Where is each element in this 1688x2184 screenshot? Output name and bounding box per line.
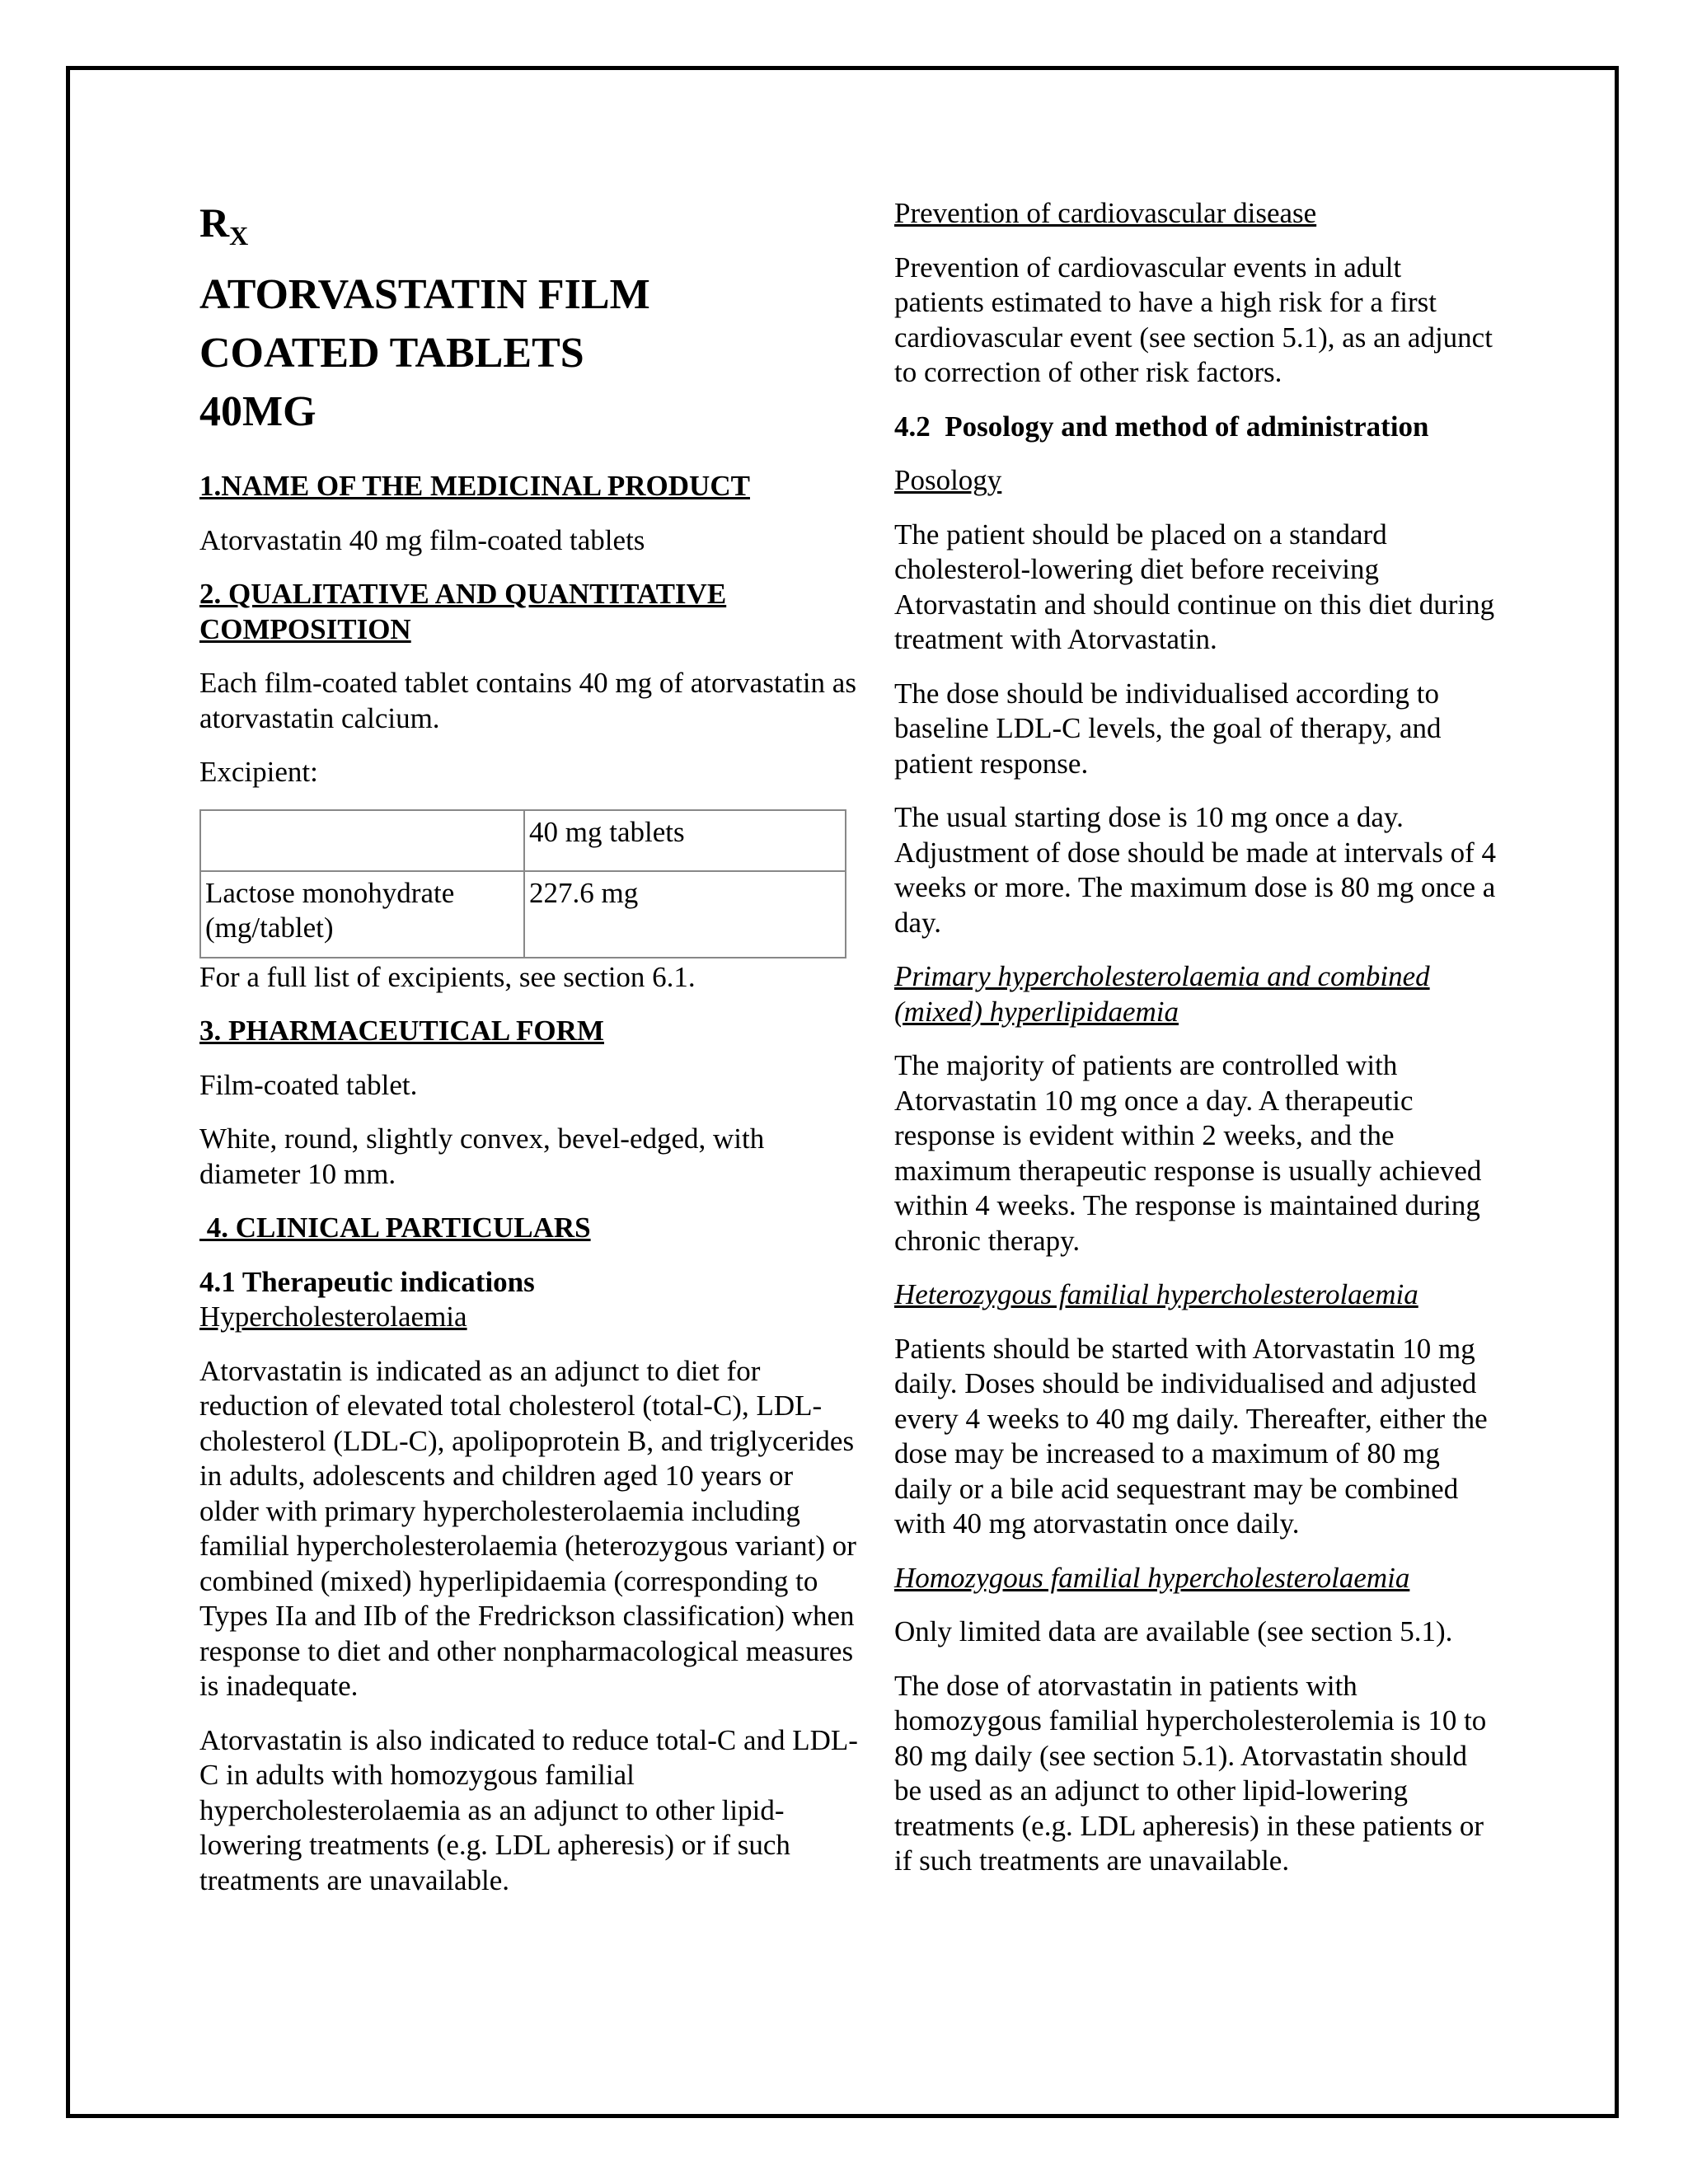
excipient-note: For a full list of excipients, see section 6.1. <box>199 960 696 993</box>
section-4-1-subheading: Hypercholesterolaemia <box>199 1301 467 1333</box>
posology-paragraph-2: The dose should be individualised according to baseline LDL-C levels, the goal of therapy, and patient response. <box>894 677 1442 780</box>
section-2-heading-line-1: 2. QUALITATIVE AND QUANTITATIVE <box>199 578 727 610</box>
heterozygous-text: Patients should be started with Atorvastatin 10 mg daily. Doses should be individualised and adjusted every 4 weeks to 40 mg daily. Thereafter, either the dose may be increased to a maximum of 80 mg daily or a bile acid sequestrant may be combined with 40 mg atorvastatin once daily. <box>894 1332 1488 1540</box>
left-column <box>199 191 859 1917</box>
primary-text: The majority of patients are controlled with Atorvastatin 10 mg once a day. A therapeutic response is evident within 2 weeks, and the maximum therapeutic response is usually achieved within 4 weeks. The response is maintained during chronic therapy. <box>894 1049 1482 1257</box>
table-header-cell <box>200 810 524 871</box>
right-column <box>894 196 1496 1898</box>
section-4-1-heading: 4.1 Therapeutic indications <box>199 1265 535 1298</box>
title-line-2: COATED TABLETS <box>199 330 584 377</box>
section-3-text-1: Film-coated tablet. <box>199 1068 418 1101</box>
table-cell: Lactose monohydrate (mg/tablet) <box>200 871 524 958</box>
rx-symbol <box>199 198 859 260</box>
homozygous-text-2: The dose of atorvastatin in patients with homozygous familial hypercholesterolemia is 10 to 80 mg daily (see section 5.1). Atorvastatin should be used as an adjunct to other lipid-lowering treatments (e.g. LDL apheresis) in these patients or if such treatments are unavailable. <box>894 1669 1487 1877</box>
section-4-1-paragraph-2: Atorvastatin is also indicated to reduce total-C and LDL-C in adults with homozygous familial hypercholesterolaemia as an adjunct to other lipid-lowering treatments (e.g. LDL apheresis) or if such treatments are unavailable. <box>199 1723 858 1896</box>
section-3-heading: 3. PHARMACEUTICAL FORM <box>199 1015 604 1047</box>
section-2-heading-line-2: COMPOSITION <box>199 612 411 645</box>
rx-letter: R <box>199 199 230 246</box>
section-4-2-heading: 4.2 Posology and method of administration <box>894 410 1429 443</box>
posology-paragraph-3: The usual starting dose is 10 mg once a day. Adjustment of dose should be made at intervals of 4 weeks or more. The maximum dose is 80 mg once a day. <box>894 801 1496 939</box>
excipient-label: Excipient: <box>199 756 318 788</box>
section-3-text-2: White, round, slightly convex, bevel-edged, with diameter 10 mm. <box>199 1122 765 1190</box>
primary-heading: Primary hypercholesterolaemia and combined (mixed) hyperlipidaemia <box>894 960 1430 1028</box>
section-1-heading: 1.NAME OF THE MEDICINAL PRODUCT <box>199 470 750 502</box>
document-title <box>199 265 859 441</box>
posology-paragraph-1: The patient should be placed on a standard cholesterol-lowering diet before receiving Atorvastatin and should continue on this diet during treatment with Atorvastatin. <box>894 518 1495 655</box>
homozygous-text-1: Only limited data are available (see section 5.1). <box>894 1615 1453 1647</box>
table-cell: 227.6 mg <box>524 871 846 958</box>
heterozygous-heading: Heterozygous familial hypercholesterolaemia <box>894 1278 1418 1310</box>
table-row <box>200 871 846 958</box>
table-header-row <box>200 810 846 871</box>
section-2-text: Each film-coated tablet contains 40 mg of atorvastatin as atorvastatin calcium. <box>199 667 856 734</box>
table-header-cell: 40 mg tablets <box>524 810 846 871</box>
section-4-1-paragraph-1: Atorvastatin is indicated as an adjunct to diet for reduction of elevated total cholesterol (total-C), LDL-cholesterol (LDL-C), apolipoprotein B, and triglycerides in adults, adolescents and children aged 10 years or older with primary hypercholesterolaemia including familial hypercholesterolaemia (heterozygous variant) or combined (mixed) hyperlipidaemia (corresponding to Types IIa and IIb of the Fredrickson classification) when response to diet and other nonpharmacological measures is inadequate. <box>199 1354 856 1702</box>
title-line-3: 40MG <box>199 388 316 435</box>
prevention-heading: Prevention of cardiovascular disease <box>894 197 1317 229</box>
section-1-text: Atorvastatin 40 mg film-coated tablets <box>199 523 645 556</box>
title-line-1: ATORVASTATIN FILM <box>199 271 650 318</box>
prevention-text: Prevention of cardiovascular events in adult patients estimated to have a high risk for a first cardiovascular event (see section 5.1), as an adjunct to correction of other risk factors. <box>894 251 1493 388</box>
section-4-heading: 4. CLINICAL PARTICULARS <box>199 1212 591 1244</box>
posology-heading: Posology <box>894 464 1002 496</box>
section-2-heading <box>199 577 859 647</box>
rx-subscript: X <box>229 221 249 251</box>
homozygous-heading: Homozygous familial hypercholesterolaemia <box>894 1561 1410 1594</box>
excipient-table <box>199 809 846 958</box>
